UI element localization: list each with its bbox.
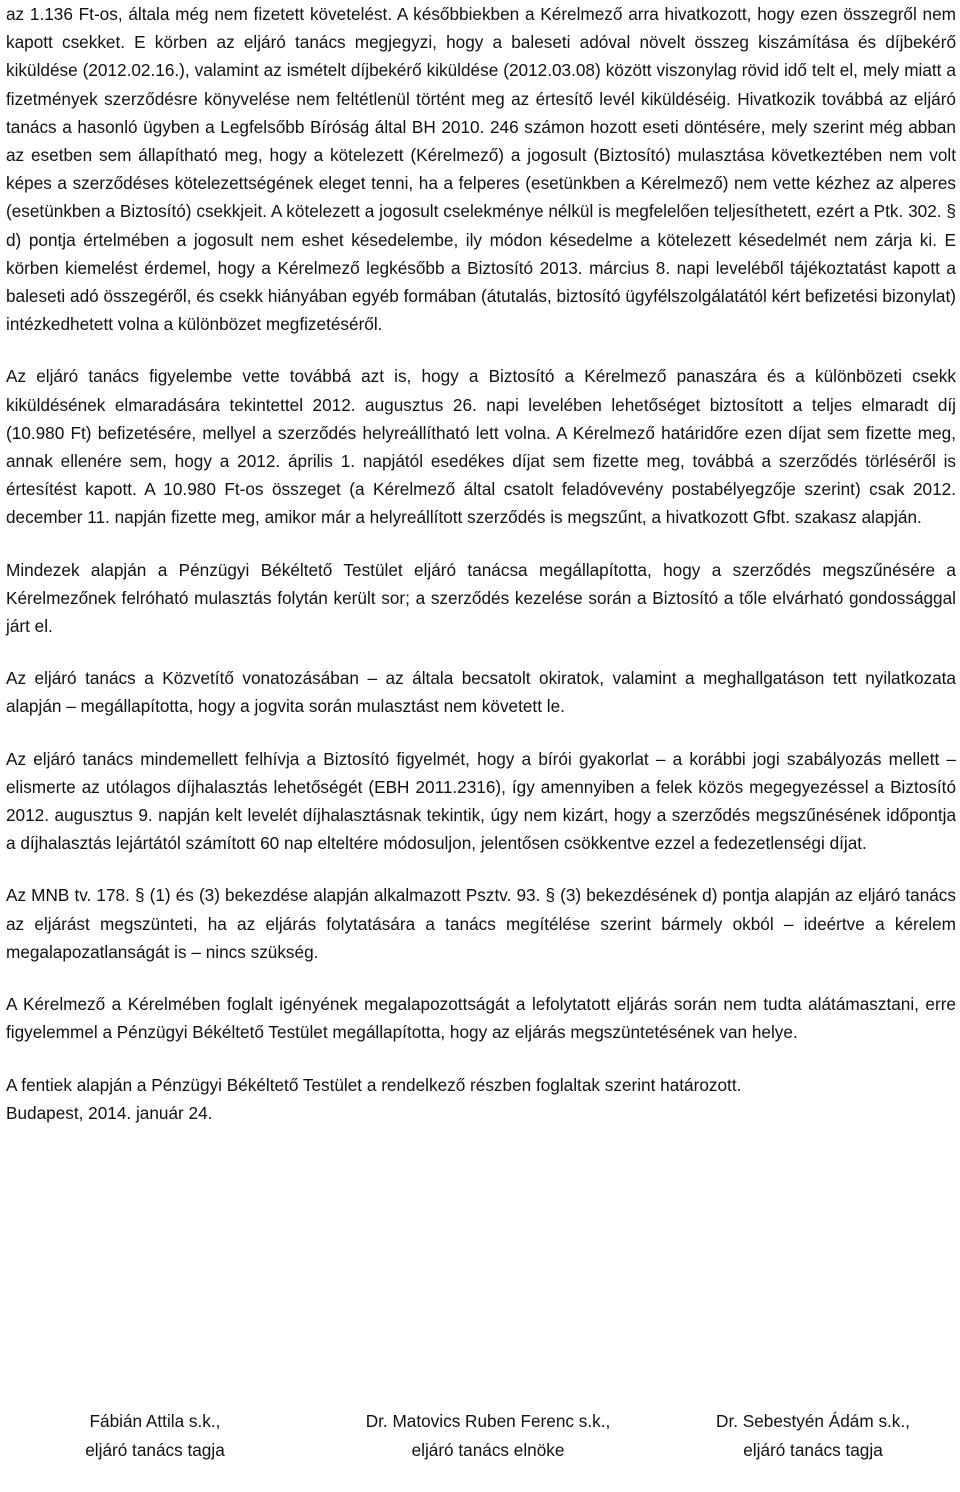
- signatory-name: Fábián Attila s.k.,: [89, 1411, 221, 1431]
- signatory-1: [50, 1407, 260, 1465]
- signatory-name: Dr. Sebestyén Ádám s.k.,: [716, 1411, 910, 1431]
- paragraph-8: A fentiek alapján a Pénzügyi Békéltető Testület a rendelkező részben foglaltak szerint határozott.: [6, 1074, 742, 1095]
- document-page: [6, 0, 956, 1460]
- signatory-3: [678, 1407, 948, 1465]
- paragraph-7: A Kérelmező a Kérelmében foglalt igényének megalapozottságát a lefolytatott eljárás során nem tudta alátámasztani, erre figyelemmel a Pénzügyi Békéltető Testület megállapította, hogy az eljárás megszüntetésének van helye.: [6, 994, 956, 1043]
- signatory-role: eljáró tanács tagja: [85, 1440, 225, 1460]
- paragraph-4: Az eljáró tanács a Közvetítő vonatozásában – az általa becsatolt okiratok, valamint a meghallgatáson tett nyilatkozata alapján – megállapította, hogy a jogvita során mulasztást nem követett le.: [6, 668, 956, 717]
- paragraph-5: Az eljáró tanács mindemellett felhívja a Biztosító figyelmét, hogy a bírói gyakorlat – a korábbi jogi szabályozás mellett – elismerte az utólagos díjhalasztás lehetőségét (EBH 2011.2316), így amennyiben a felek közös megegyezéssel a Biztosító 2012. augusztus 9. napján kelt levelét díjhalasztásnak tekintik, úgy nem kizárt, hogy a szerződés megszűnésének időpontja a díjhalasztás lejártától számított 60 nap elteltére módosuljon, jelentősen csökkentve ezzel a fedezetlenségi díjat.: [6, 748, 956, 854]
- signature-block: [6, 1407, 956, 1467]
- paragraph-2: Az eljáró tanács figyelembe vette továbbá azt is, hogy a Biztosító a Kérelmező panaszára és a különbözeti csekk kiküldésének elmaradására tekintettel 2012. augusztus 26. napi levelében lehetőséget biztosított a teljes elmaradt díj (10.980 Ft) befizetésére, mellyel a szerződés helyreállítható lett volna. A Kérelmező határidőre ezen díjat sem fizette meg, annak ellenére sem, hogy a 2012. április 1. napjától esedékes díjat sem fizette meg, továbbá a szerződés törléséről is értesítést kapott. A 10.980 Ft-os összeget (a Kérelmező által csatolt feladóvevény postabélyegzője szerint) csak 2012. december 11. napján fizette meg, amikor már a helyreállított szerződés is megszűnt, a hivatkozott Gfbt. szakasz alapján.: [6, 366, 956, 528]
- signatory-role: eljáró tanács elnöke: [411, 1440, 565, 1460]
- paragraph-1: az 1.136 Ft-os, általa még nem fizetett követelést. A későbbiekben a Kérelmező arra hivatkozott, hogy ezen összegről nem kapott csekket. E körben az eljáró tanács megjegyzi, hogy a baleseti adóval növelt összeg kiszámítása és díjbekérő kiküldése (2012.02.16.), valamint az ismételt díjbekérő kiküldése (2012.03.08) között viszonylag rövid idő telt el, mely miatt a fizetmények szerződésre könyvelése nem feltétlenül történt meg az értesítő levél kiküldéséig. Hivatkozik továbbá az eljáró tanács a hasonló ügyben a Legfelsőbb Bíróság által BH 2010. 246 számon hozott eseti döntésére, mely szerint még abban az esetben sem állapítható meg, hogy a kötelezett (Kérelmező) a jogosult (Biztosító) mulasztása következtében nem volt képes a szerződéses kötelezettségének eleget tenni, ha a felperes (esetünkben a Kérelmező) nem vette kézhez az alperes (esetünkben a Biztosító) csekkjeit. A kötelezett a jogosult cselekménye nélkül is megfelelően teljesíthetett, ezért a Ptk. 302. § d) pontja értelmében a jogosult nem eshet késedelembe, ily módon késedelme a kötelezett késedelmét nem zárja ki. E körben kiemelést érdemel, hogy a Kérelmező legkésőbb a Biztosító 2013. március 8. napi leveléből tájékoztatást kapott a baleseti adó összegéről, és csekk hiányában egyéb formában (átutalás, biztosító ügyfélszolgálatától kért befizetési bizonylat) intézkedhetett volna a különbözet megfizetéséről.: [6, 4, 956, 335]
- signatory-2: [333, 1407, 643, 1465]
- paragraph-3: Mindezek alapján a Pénzügyi Békéltető Testület eljáró tanácsa megállapította, hogy a szerződés megszűnésére a Kérelmezőnek felróható mulasztás folytán került sor; a szerződés kezelése során a Biztosító a tőle elvárható gondossággal járt el.: [6, 559, 956, 637]
- place-date: Budapest, 2014. január 24.: [6, 1102, 213, 1123]
- paragraph-6: Az MNB tv. 178. § (1) és (3) bekezdése alapján alkalmazott Psztv. 93. § (3) bekezdésének d) pontja alapján az eljáró tanács az eljárást megszünteti, ha az eljárás folytatására a tanács megítélése szerint bármely okból – ideértve a kérelem megalapozatlanságát is – nincs szükség.: [6, 885, 956, 962]
- signatory-name: Dr. Matovics Ruben Ferenc s.k.,: [365, 1411, 611, 1431]
- signatory-role: eljáró tanács tagja: [743, 1440, 883, 1460]
